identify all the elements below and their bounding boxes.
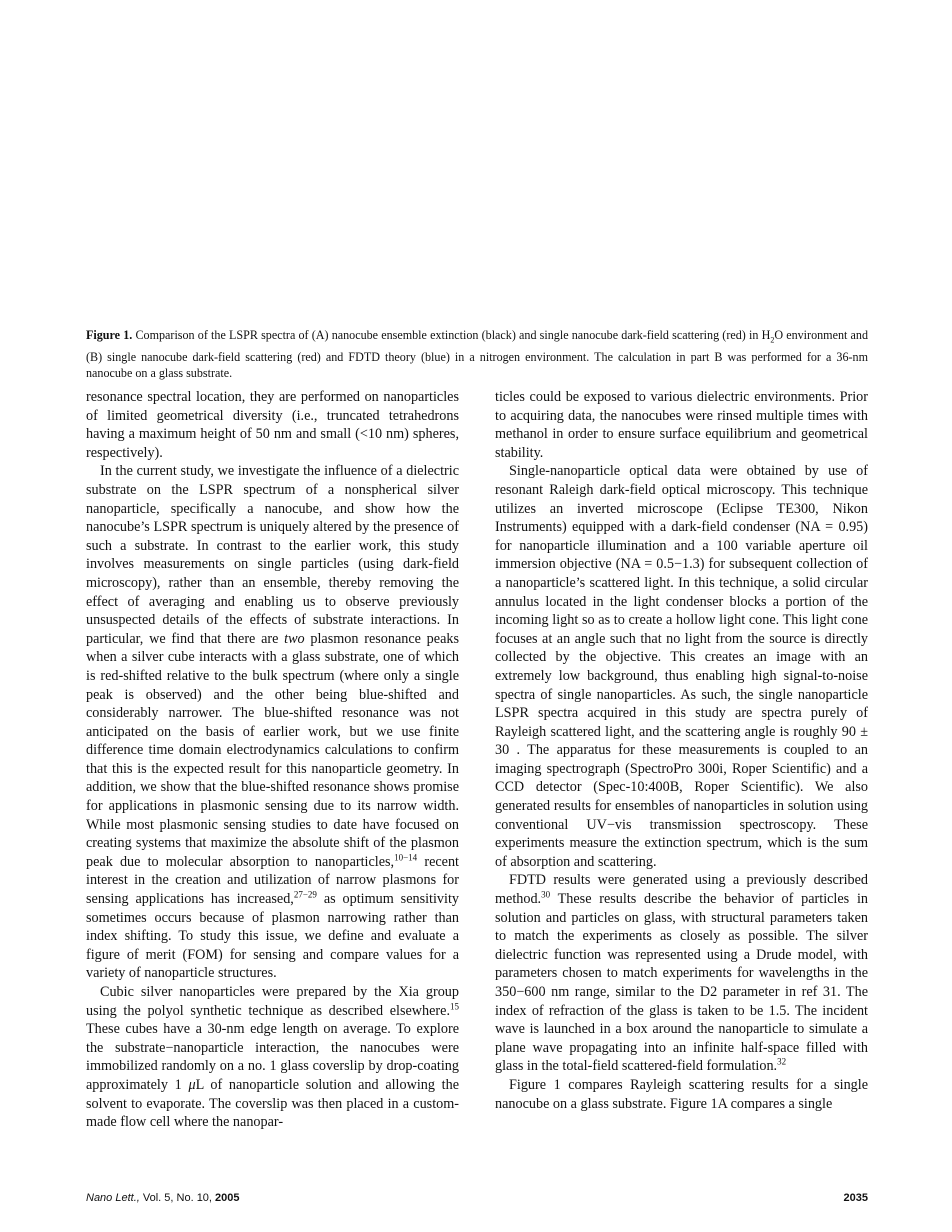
citation-ref: 30: [541, 889, 551, 900]
caption-subscript: 2: [770, 335, 775, 345]
left-p2-text-a: In the current study, we investigate the influence of a dielectric substrate on the LSPR spectrum of a nonspherical silver nanoparticle, specifically a nanocube, and show how the nanocube’s LSPR spectrum is uniquely altered by the presence of such a substrate. In contrast to the earlier work, this study involves measurements on single particles (using dark-field microscopy), rather than an ensemble, thereby removing the effect of averaging and enabling us to observe previously unsuspected details of the effects of substrate interactions. In particular, we find that there are: [86, 463, 459, 647]
right-p3-text-b: These results describe the behavior of particles in solution and particles on glass, with structural parameters taken to match the experiments as closely as possible. The silver dielectric function was represented using a Drude model, with parameters chosen to match experiments for wavelengths in the 350−600 nm range, similar to the D2 parameter in ref 31. The index of refraction of the glass is taken to be 1.5. The incident wave is launched in a box around the nanoparticle to simulate a plane wave propagating into an infinite half-space filled with glass in the total-field scattered-field formulation.: [495, 891, 868, 1075]
right-paragraph-1: ticles could be exposed to various dielectric environments. Prior to acquiring data, the nanocubes were rinsed multiple times with methanol in order to ensure surface equilibrium and geometrical stability.: [495, 389, 868, 461]
left-p3-text-b: These cubes have a 30-nm edge length on average. To explore the substrate−nanoparticle interaction, the nanocubes were immobilized randomly on a no. 1 glass coverslip by drop-coating approximately 1: [86, 1021, 459, 1093]
journal-volume: Vol. 5, No. 10,: [139, 1192, 216, 1204]
page-number: 2035: [843, 1192, 868, 1204]
left-p2-text-c: recent interest in the creation and utilization of narrow plasmons for sensing applications has increased,: [86, 853, 459, 908]
right-paragraph-3: [495, 871, 868, 1076]
journal-citation: [86, 1192, 240, 1204]
left-p2-emphasis: two: [284, 630, 305, 647]
citation-ref: 10−14: [394, 852, 418, 863]
right-column: [495, 388, 868, 1113]
citation-ref: 27−29: [293, 889, 317, 900]
left-p3-text-c: L of nanoparticle solution and allowing the solvent to evaporate. The coverslip was then placed in a custom-made flow cell where the nanopar-: [86, 1076, 459, 1131]
caption-text-b: O environment and (B) single nanocube dark-field scattering (red) and FDTD theory (blue) in a nitrogen environment. The calculation in part B was performed for a 36-nm nanocube on a glass substrate.: [86, 328, 868, 381]
figure-1-image-area: [86, 40, 868, 325]
right-paragraph-2: Single-nanoparticle optical data were obtained by use of resonant Raleigh dark-field optical microscopy. This technique utilizes an inverted microscope (Eclipse TE300, Nikon Instruments) equipped with a dark-field condenser (NA = 0.95) for nanoparticle illumination and a 100 variable aperture oil immersion objective (NA = 0.5−1.3) for subsequent collection of a nanoparticle’s scattered light. In this technique, a solid circular annulus located in the light condenser blocks a portion of the incoming light so as to create a hollow light cone. This light cone focuses at an angle such that no light from the source is directly collected by the objective. This creates an image with an extremely low background, thus enabling high signal-to-noise spectra of single nanoparticles. As such, the single nanoparticle LSPR spectra acquired in this study are spectra purely of Rayleigh scattered light, and the scattering angle is roughly 90 ± 30 . The apparatus for these measurements is coupled to an imaging spectrograph (SpectroPro 300i, Roper Scientific) and a CCD detector (Spec-10:400B, Roper Scientific). We also generated results for ensembles of nanoparticles in solution using conventional UV−vis transmission spectroscopy. These experiments measure the extinction spectrum, which is the sum of absorption and scattering.: [495, 463, 868, 870]
journal-year: 2005: [215, 1192, 240, 1204]
right-paragraph-4: Figure 1 compares Rayleigh scattering results for a single nanocube on a glass substrate. Figure 1A compares a single: [495, 1076, 868, 1112]
left-p3-text-a: Cubic silver nanoparticles were prepared by the Xia group using the polyol synthetic technique as described elsewhere.: [86, 984, 459, 1019]
right-p3-text-a: FDTD results were generated using a previously described method.: [495, 872, 868, 908]
left-p2-text-d: as optimum sensitivity sometimes occurs because of plasmon narrowing rather than index shifting. To study this issue, we define and evaluate a figure of merit (FOM) for sensing and compare values for a variety of nanoparticle structures.: [86, 891, 460, 982]
left-column: [86, 388, 459, 1132]
page-footer: [86, 1192, 868, 1204]
journal-name: Nano Lett.,: [86, 1192, 140, 1204]
figure-caption: [86, 327, 868, 382]
citation-ref: 32: [777, 1056, 787, 1067]
left-paragraph-1: resonance spectral location, they are performed on nanoparticles of limited geometrical diversity (i.e., truncated tetrahedrons having a maximum height of 50 nm and small (<10 nm) spheres, respectively).: [86, 389, 459, 461]
figure-label: Figure 1.: [86, 328, 133, 342]
caption-text-a: Comparison of the LSPR spectra of (A) nanocube ensemble extinction (black) and single nanocube dark-field scattering (red) in H: [135, 328, 771, 342]
left-paragraph-3: [86, 983, 459, 1132]
left-p2-text-b: plasmon resonance peaks when a silver cube interacts with a glass substrate, one of which is red-shifted relative to the bulk spectrum (where only a single peak is observed) and the other being blue-shifted and considerably narrower. The blue-shifted resonance was not anticipated on the basis of earlier work, but we use finite difference time domain electrodynamics calculations to confirm that this is the expected result for this nanoparticle geometry. In addition, we show that the blue-shifted resonance shows promise for applications in plasmonic sensing due to its narrow width. While most plasmonic sensing studies to date have focused on creating systems that maximize the absolute shift of the plasmon peak due to molecular absorption to nanoparticles,: [86, 630, 459, 870]
citation-ref: 15: [450, 1000, 459, 1011]
left-paragraph-2: [86, 462, 459, 983]
mu-symbol: μ: [188, 1076, 196, 1093]
